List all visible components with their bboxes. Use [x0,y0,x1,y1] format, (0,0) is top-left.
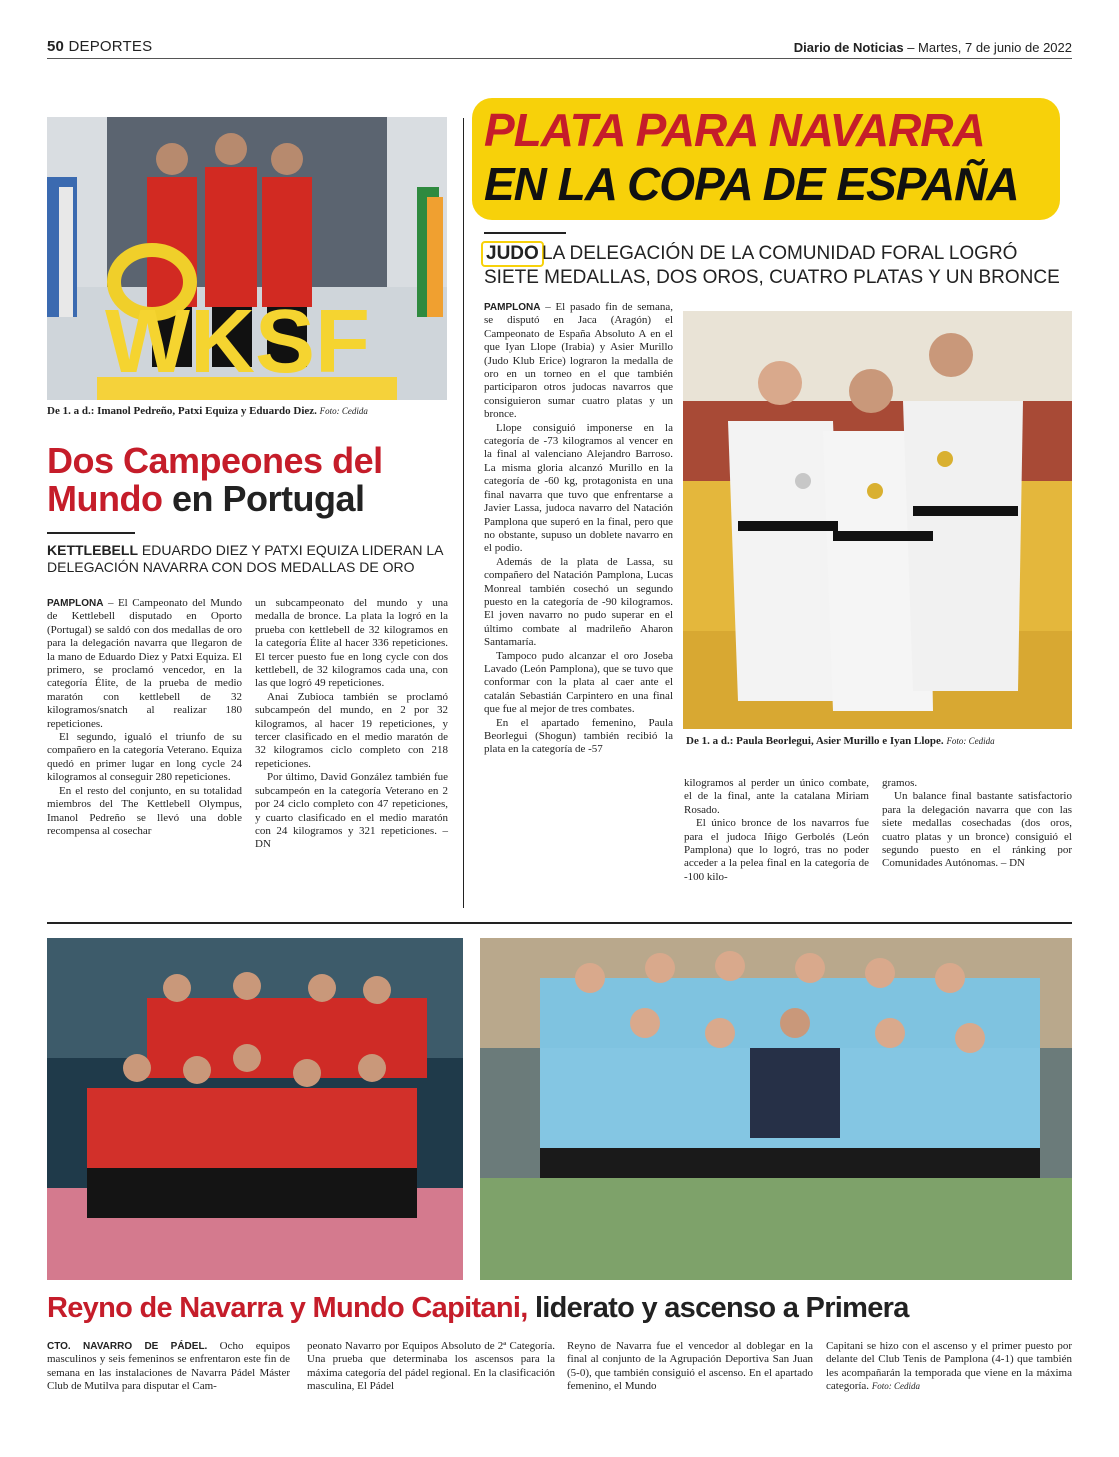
kettlebell-headline [47,442,447,518]
headline-red-part: Reyno de Navarra y Mundo Capitani, [47,1292,528,1324]
judo-subhead: LA DELEGACIÓN DE LA COMUNIDAD FORAL LOGRÓ SIETE MEDALLAS, DOS OROS, CUATRO PLATAS Y UN BRONCE [484,243,1060,288]
column-divider [463,118,464,908]
padel-women-photo [480,938,1072,1280]
paragraph: Por último, David González también fue subcampeón en la categoría Veterano en 2 por 24 ciclo completo con 47 repeticiones, y cuarto clasificado en el medio maratón con 24 kilogramos y 321 repeticiones. – DN [255,771,448,851]
kettlebell-column-1 [47,597,242,838]
kettlebell-photo-caption [47,405,447,417]
publication-name: Diario de Noticias [793,40,904,55]
paragraph: Llope consiguió imponerse en la categoría de -73 kilogramos al vencer en la final al valenciano Alejandro Barroso. La misma gloria alcanzó Murillo en la categoría de -60 kg, protagonista en una final navarra que tuvo que enfrentarse a Javier Lassa, judoca navarro del Natación Pamplona que superó en la final, pero que no obstante, supuso un doblete navarro en el podio. [484,421,673,555]
judo-kicker-tag: JUDO [481,241,544,267]
judo-column-1 [484,301,673,757]
judo-photo [683,311,1072,729]
paragraph: Tampoco pudo alcanzar el oro Joseba Lavado (León Pamplona), que se tuvo que conformar con la plata al caer ante el catalán Sebastián Carpintero en una final que fue al mejor de tres combates. [484,649,673,716]
paragraph: – El pasado fin de semana, se disputó en Jaca (Aragón) el Campeonato de España Absoluto A en el que Iyan Llope (Irabia) y Asier Murillo (Judo Klub Erice) lograron la medalla de oro en un torneo en el que también participaron otros judocas navarros que consiguieron sumar cuatro platas y un bronce. [484,301,673,421]
dateline: PAMPLONA [484,302,541,313]
wksf-logo: WKSF [105,292,370,392]
padel-men-photo [47,938,463,1280]
page-header-right [794,40,1072,55]
section-divider [47,922,1072,924]
headline-red-part: Dos Campeones del Mundo [47,440,383,519]
judo-title-line-2: EN LA COPA DE ESPAÑA [484,158,1019,210]
judo-column-2 [684,777,869,884]
paragraph: En el resto del conjunto, en su totalidad miembros del The Kettlebell Olympus, Imanol Pedreño se llevó una doble recompensa al cosechar [47,784,242,837]
kettlebell-column-2 [255,597,448,852]
paragraph: El segundo, igualó el triunfo de su compañero en la categoría Veterano. Equiza quedó en primer lugar en long cycle 24 kilogramos al conseguir 280 repeticiones. [47,731,242,784]
lead-label: CTO. NAVARRO DE PÁDEL. [47,1341,208,1352]
paragraph: kilogramos al perder un único combate, el de la final, ante la catalana Miriam Rosado. [684,777,869,816]
paragraph: un subcampeonato del mundo y una medalla de bronce. La plata la logró en la prueba con kettlebell de 32 kilogramos en la categoría Élite al hacer 336 repeticiones. El tercer puesto fue en long cycle con dos kettlebell, de 32 kilogramos cada una, con las que logró 49 repeticiones. [255,597,448,690]
headline-rule [47,532,135,534]
photo-credit: Foto: Cedida [946,736,995,746]
subhead-rule [484,232,566,234]
photo-credit: Foto: Cedida [871,1381,921,1392]
header-rule [47,58,1072,59]
padel-column-1 [47,1340,290,1394]
padel-column-2 [307,1340,555,1394]
page-header-left [47,38,152,55]
photo-credit: Foto: Cedida [319,406,368,416]
paragraph: Reyno de Navarra fue el vencedor al doblegar en la final al conjunto de la Agrupación Deportiva San Juan (5-0), que también consiguió el ascenso. En el apartado femenino, el Mundo [567,1340,813,1393]
kettlebell-subhead [47,542,447,576]
paragraph: peonato Navarro por Equipos Absoluto de 2ª Categoría. Una prueba que determinaba los ascensos para la máxima categoría del pádel regional. En la clasificación masculina, El Pádel [307,1340,555,1393]
caption-text: De 1. a d.: Imanol Pedreño, Patxi Equiza y Eduardo Diez. [47,405,317,417]
paragraph: Además de la plata de Lassa, su compañero del Natación Pamplona, Lucas Monreal también cosechó un segundo puesto en la categoría de -90 kilogramos. El joven navarro no pudo superar en el último combate al madrileño Aharon Santamaría. [484,555,673,649]
headline-black-part: en Portugal [162,478,365,519]
section-name: DEPORTES [68,38,153,55]
issue-date: – Martes, 7 de junio de 2022 [907,40,1072,55]
judo-photo-caption [686,735,1072,747]
paragraph: En el apartado femenino, Paula Beorlegui (Shogun) también recibió la plata en la categoría de -57 [484,716,673,756]
padel-column-4 [826,1340,1072,1394]
page-number: 50 [47,38,65,55]
padel-headline [47,1290,1077,1326]
kicker-label: KETTLEBELL [47,542,138,558]
paragraph: Anai Zubioca también se proclamó subcampeón del mundo, en 2 por 32 kilogramos, al hacer 19 repeticiones, y tercer clasificado en el medio maratón de 32 kilogramos ciclo completo con 218 repeticiones. [255,690,448,770]
paragraph: Capitani se hizo con el ascenso y el primer puesto por delante del Club Tenis de Pamplona (4-1) que también les acompañarán la temporada que viene en la máxima categoría. [826,1340,1072,1393]
kettlebell-photo [47,117,447,400]
padel-column-3 [567,1340,813,1394]
subhead-text: EDUARDO DIEZ Y PATXI EQUIZA LIDERAN LA DELEGACIÓN NAVARRA CON DOS MEDALLAS DE ORO [47,542,443,575]
paragraph: gramos. [882,777,918,789]
judo-title-line-1: PLATA PARA NAVARRA [484,104,985,156]
dateline: PAMPLONA [47,598,104,609]
headline-black-part: liderato y ascenso a Primera [527,1292,909,1324]
paragraph: Un balance final bastante satisfactorio para la delegación navarra que con las siete medallas cosechadas (dos oros, cuatro platas y un bronce) consiguió el segundo puesto en el ránking por Comunidades Autónomas. – DN [882,790,1072,870]
paragraph: El único bronce de los navarros fue para el judoca Iñigo Gerbolés (León Pamplona) que lo logró, tras no poder acceder a la pelea final en la categoría de -100 kilo- [684,817,869,883]
judo-column-3 [882,777,1072,871]
paragraph: Ocho equipos masculinos y seis femeninos se enfrentaron este fin de semana en las instalaciones de Navarra Pádel Máster Club de Mutilva para disputar el Cam- [47,1340,290,1393]
paragraph: – El Campeonato del Mundo de Kettlebell disputado en Oporto (Portugal) se saldó con dos medallas de oro para la delegación navarra que llegaron de la mano de Eduardo Diez y Patxi Equiza. El primero, se proclamó vencedor, en la categoría Élite, de la prueba de medio maratón con kettlebell de 32 kilogramos/snatch al realizar 180 repeticiones. [47,597,242,730]
caption-text: De 1. a d.: Paula Beorlegui, Asier Murillo e Iyan Llope. [686,735,944,747]
